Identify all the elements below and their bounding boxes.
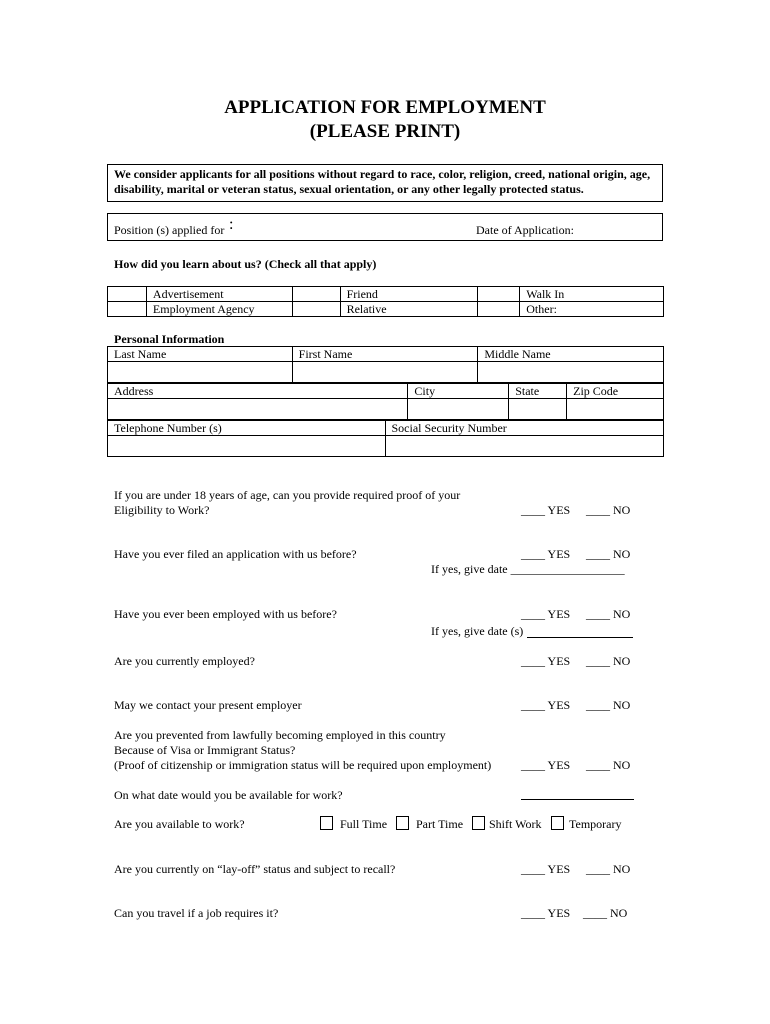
first-name-label: First Name: [292, 347, 478, 362]
available-date-input[interactable]: [521, 799, 634, 800]
learn-table: [107, 286, 664, 317]
question-available-date: On what date would you be available for work?: [114, 788, 343, 802]
question-employed-before: Have you ever been employed with us before?: [114, 607, 337, 621]
last-name-label: Last Name: [108, 347, 293, 362]
yes-option[interactable]: ____ YES: [521, 698, 571, 712]
learn-option: Friend: [340, 287, 478, 302]
question-visa-status-note: (Proof of citizenship or immigration status will be required upon employment): [114, 758, 492, 772]
yes-option[interactable]: ____ YES: [521, 654, 571, 668]
middle-name-label: Middle Name: [478, 347, 664, 362]
advertisement-checkbox[interactable]: [108, 287, 147, 302]
first-name-input[interactable]: [292, 362, 478, 383]
question-under-18-cont: Eligibility to Work?: [114, 503, 210, 517]
learn-option: Walk In: [520, 287, 664, 302]
date-of-application-label: Date of Application:: [476, 223, 574, 237]
employment-agency-checkbox[interactable]: [108, 302, 147, 317]
temporary-checkbox[interactable]: [551, 816, 564, 830]
question-filed-before: Have you ever filed an application with us before?: [114, 547, 357, 561]
employed-dates-input[interactable]: [527, 637, 633, 638]
other-checkbox[interactable]: [478, 302, 520, 317]
no-option[interactable]: ____ NO: [586, 862, 631, 876]
learn-heading: How did you learn about us? (Check all that apply): [114, 257, 377, 271]
employed-dates-label: If yes, give date (s): [431, 624, 524, 638]
no-option[interactable]: ____ NO: [586, 654, 631, 668]
ssn-input[interactable]: [385, 436, 664, 457]
full-time-checkbox[interactable]: [320, 816, 333, 830]
learn-option: Other:: [520, 302, 664, 317]
learn-option: Relative: [340, 302, 478, 317]
last-name-input[interactable]: [108, 362, 293, 383]
yes-option[interactable]: ____ YES: [521, 607, 571, 621]
part-time-label: Part Time: [416, 817, 464, 831]
friend-checkbox[interactable]: [292, 287, 340, 302]
address-label: Address: [108, 384, 408, 399]
yes-option[interactable]: ____ YES: [521, 547, 571, 561]
question-available-to-work: Are you available to work?: [114, 817, 245, 831]
yes-option[interactable]: ____ YES: [521, 906, 571, 920]
question-currently-employed: Are you currently employed?: [114, 654, 255, 668]
no-option[interactable]: ____ NO: [586, 503, 631, 517]
learn-option: Employment Agency: [146, 302, 292, 317]
temporary-label: Temporary: [569, 817, 622, 831]
part-time-checkbox[interactable]: [396, 816, 409, 830]
zip-code-input[interactable]: [567, 399, 664, 420]
walk-in-checkbox[interactable]: [478, 287, 520, 302]
question-travel: Can you travel if a job requires it?: [114, 906, 279, 920]
position-box: [107, 213, 663, 241]
phone-table: [107, 420, 664, 457]
equal-opportunity-notice: We consider applicants for all positions without regard to race, color, religion, creed, national origin, age, disability, marital or veteran status, sexual orientation, or any other legally protected status.: [107, 164, 663, 202]
no-option[interactable]: ____ NO: [586, 607, 631, 621]
yes-option[interactable]: ____ YES: [521, 758, 571, 772]
no-option[interactable]: ____ NO: [586, 698, 631, 712]
no-option[interactable]: ____ NO: [583, 906, 628, 920]
question-visa-status-cont: Because of Visa or Immigrant Status?: [114, 743, 296, 757]
address-table: [107, 383, 664, 420]
learn-option: Advertisement: [146, 287, 292, 302]
city-label: City: [408, 384, 509, 399]
zip-code-label: Zip Code: [567, 384, 664, 399]
personal-info-heading: Personal Information: [114, 332, 225, 346]
filed-date-input[interactable]: If yes, give date ___________________: [431, 562, 625, 576]
ssn-label: Social Security Number: [385, 421, 664, 436]
date-of-application-input[interactable]: [583, 218, 659, 238]
form-title: APPLICATION FOR EMPLOYMENT: [224, 97, 546, 118]
position-colon: :: [229, 216, 234, 233]
question-contact-employer: May we contact your present employer: [114, 698, 302, 712]
address-input[interactable]: [108, 399, 408, 420]
yes-option[interactable]: ____ YES: [521, 503, 571, 517]
state-label: State: [509, 384, 567, 399]
state-input[interactable]: [509, 399, 567, 420]
full-time-label: Full Time: [340, 817, 388, 831]
telephone-label: Telephone Number (s): [108, 421, 386, 436]
city-input[interactable]: [408, 399, 509, 420]
no-option[interactable]: ____ NO: [586, 758, 631, 772]
position-input[interactable]: [245, 218, 475, 238]
question-under-18: If you are under 18 years of age, can you provide required proof of your: [114, 488, 461, 502]
no-option[interactable]: ____ NO: [586, 547, 631, 561]
position-label: Position (s) applied for: [114, 223, 225, 237]
form-subtitle: (PLEASE PRINT): [309, 121, 461, 142]
question-lay-off: Are you currently on “lay-off” status and subject to recall?: [114, 862, 396, 876]
name-table: [107, 346, 664, 383]
middle-name-input[interactable]: [478, 362, 664, 383]
shift-work-checkbox[interactable]: [472, 816, 485, 830]
relative-checkbox[interactable]: [292, 302, 340, 317]
telephone-input[interactable]: [108, 436, 386, 457]
question-visa-status: Are you prevented from lawfully becoming employed in this country: [114, 728, 446, 742]
yes-option[interactable]: ____ YES: [521, 862, 571, 876]
shift-work-label: Shift Work: [489, 817, 542, 831]
